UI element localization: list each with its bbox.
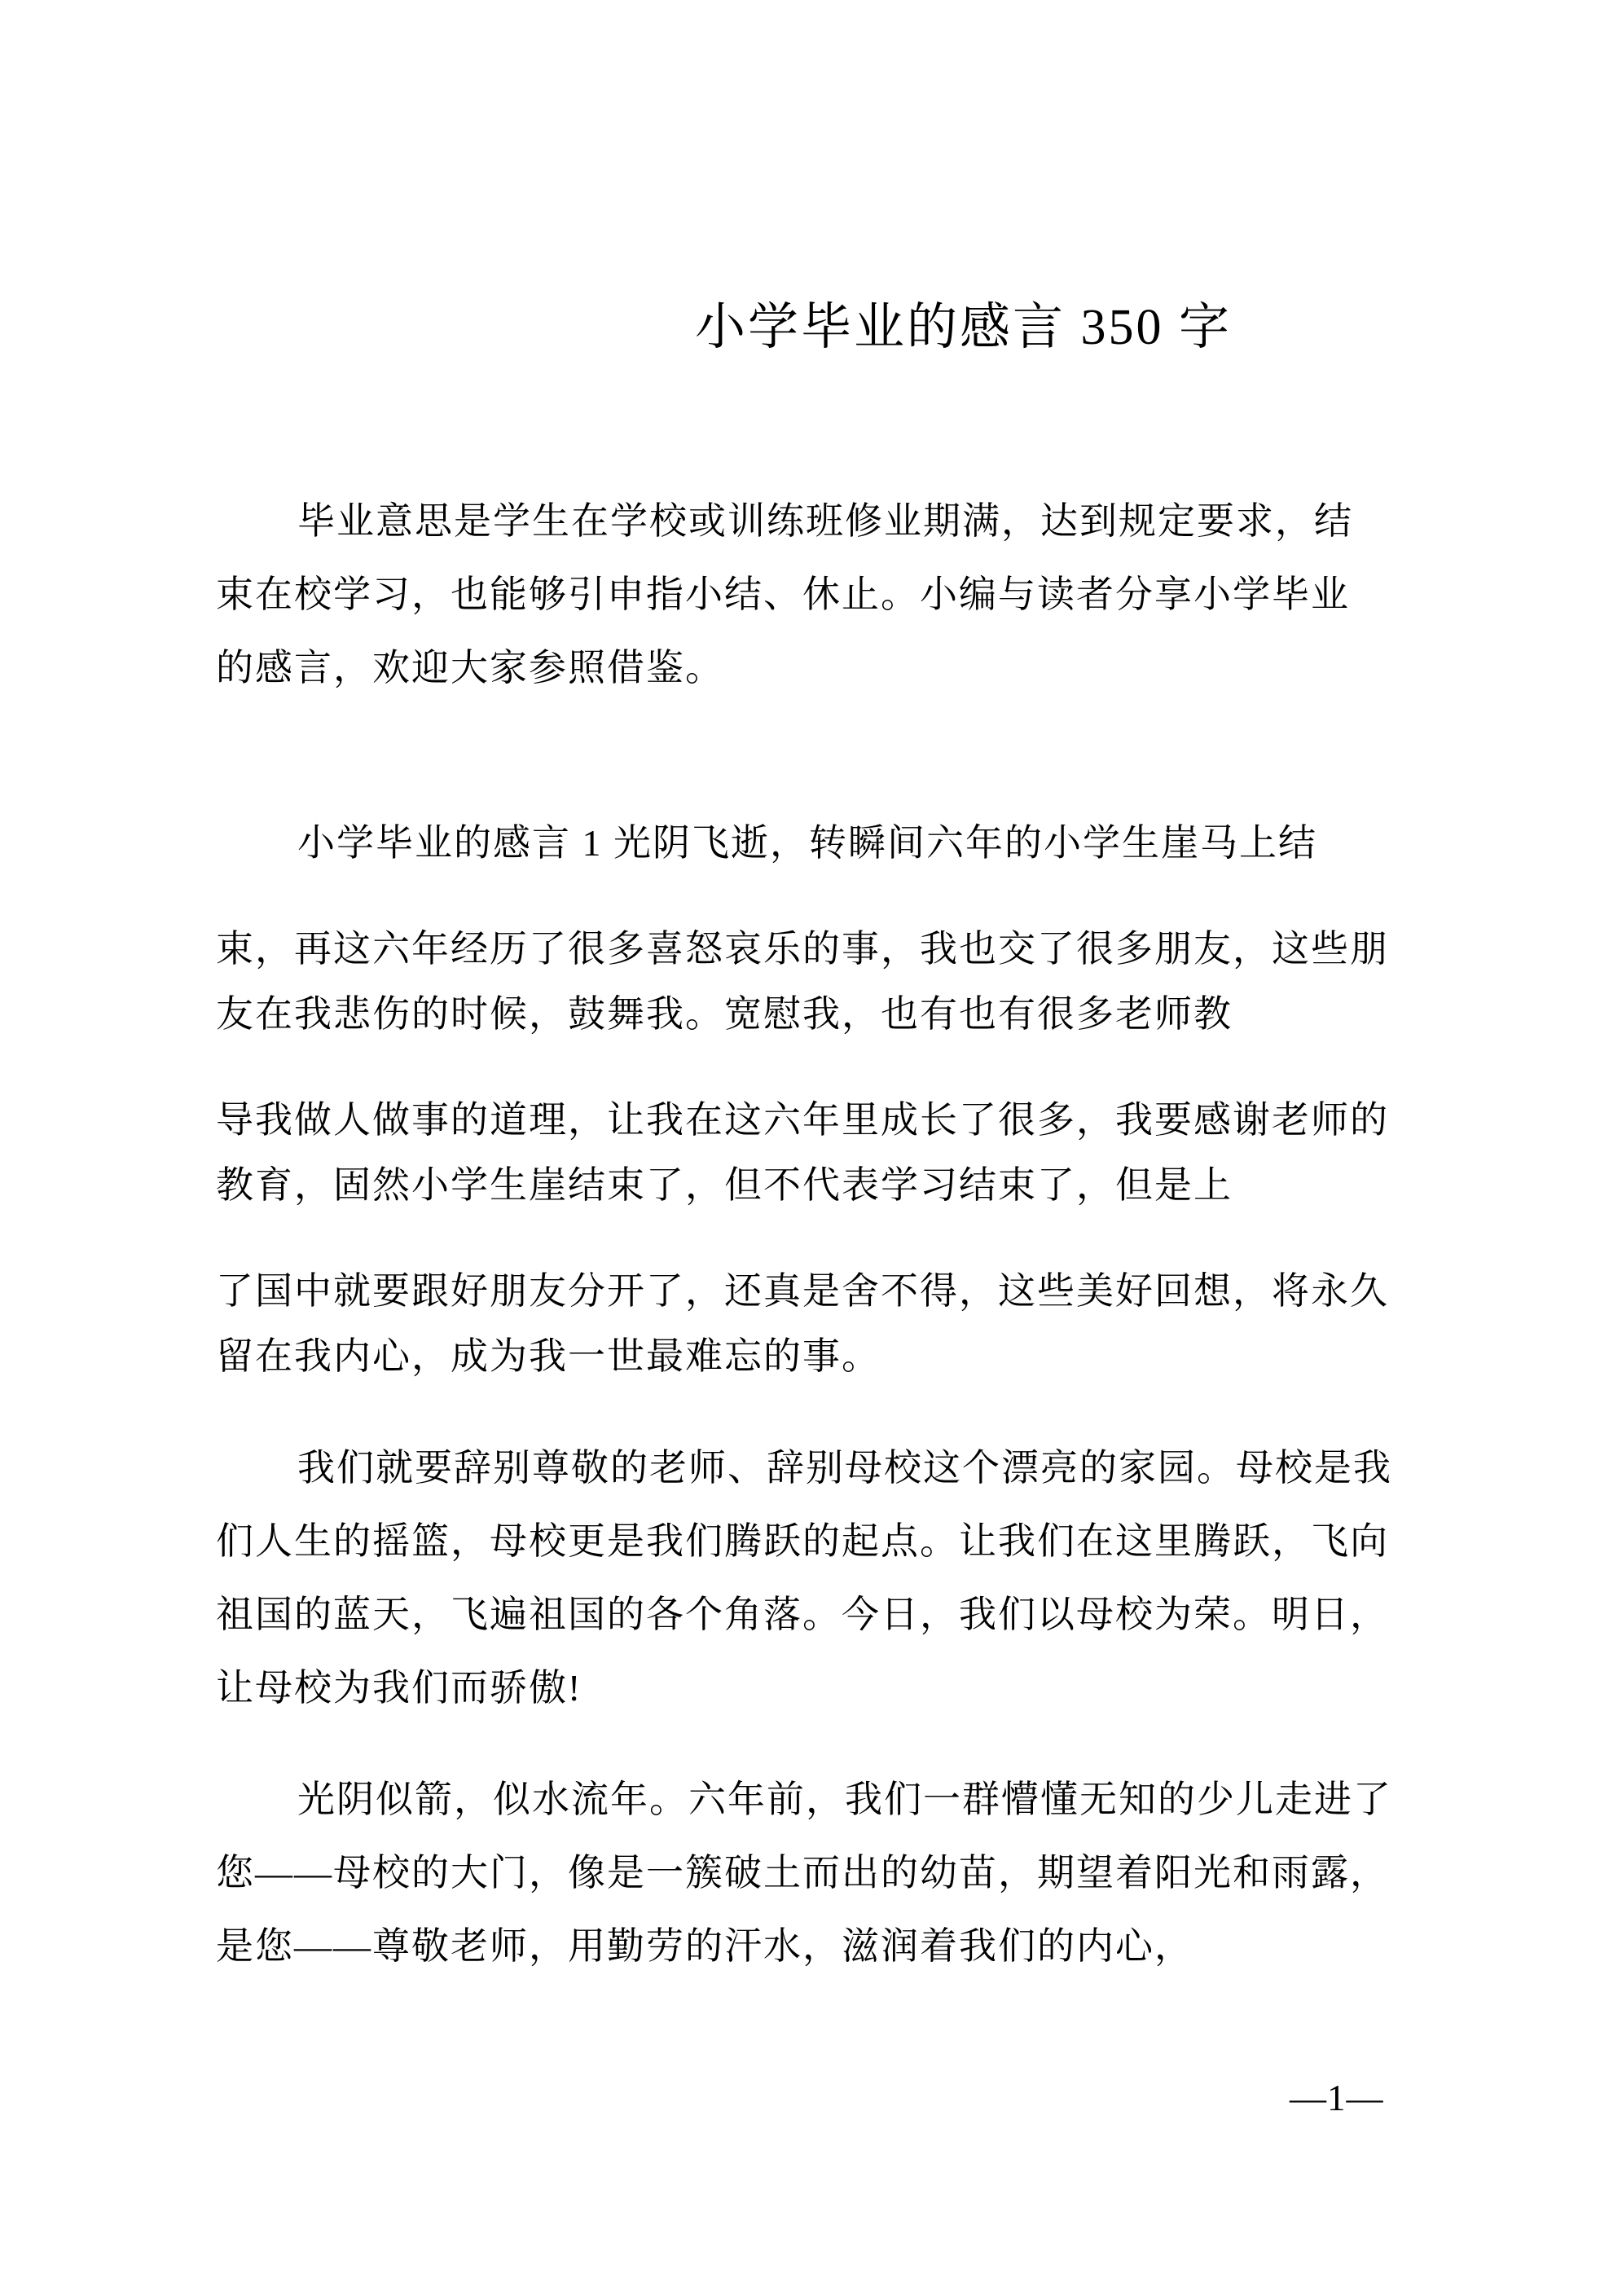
- text-line: 是您——尊敬老师，用勤劳的汗水，滋润着我们的内心，: [216, 1925, 1193, 1967]
- page-number: —1—: [1290, 2078, 1384, 2118]
- text-line: 的感言，欢迎大家参照借鉴。: [216, 647, 724, 688]
- document-title: 小学毕业的感言 350 字: [695, 300, 1233, 355]
- text-line: 了国中就要跟好朋友分开了，还真是舍不得，这些美好回想，将永久: [216, 1270, 1389, 1312]
- text-line: 束在校学习，也能够引申指小结、休止。小编与读者分享小学毕业: [216, 574, 1350, 615]
- text-line: 友在我悲伤的时候，鼓舞我。宽慰我，也有也有很多老师教: [216, 993, 1233, 1035]
- text-line: 束，再这六年经历了很多喜怒哀乐的事，我也交了很多朋友，这些朋: [216, 928, 1389, 970]
- text-line: 光阴似箭，似水流年。六年前，我们一群懵懂无知的少儿走进了: [297, 1779, 1392, 1820]
- text-line: 毕业意思是学生在学校或训练班修业期满，达到规定要求，结: [297, 500, 1353, 542]
- text-line: 留在我内心，成为我一世最难忘的事。: [216, 1335, 881, 1377]
- text-line: 导我做人做事的道理，让我在这六年里成长了很多，我要感谢老师的: [216, 1099, 1389, 1141]
- text-line: 祖国的蓝天，飞遍祖国的各个角落。今日，我们以母校为荣。明日，: [216, 1594, 1389, 1635]
- text-line: 您——母校的大门，像是一簇破土而出的幼苗，期望着阳光和雨露，: [216, 1852, 1389, 1894]
- text-line: 小学毕业的感言 1 光阴飞逝，转瞬间六年的小学生崖马上结: [297, 822, 1317, 864]
- text-line: 教育，固然小学生崖结束了，但不代表学习结束了，但是上: [216, 1164, 1233, 1206]
- document-body: [216, 500, 1438, 1967]
- text-line: 让母校为我们而骄傲!: [216, 1667, 582, 1709]
- text-line: 们人生的摇篮，母校更是我们腾跃的起点。让我们在这里腾跃，飞向: [216, 1520, 1389, 1562]
- text-line: 我们就要辞别尊敬的老师、辞别母校这个漂亮的家园。母校是我: [297, 1447, 1392, 1489]
